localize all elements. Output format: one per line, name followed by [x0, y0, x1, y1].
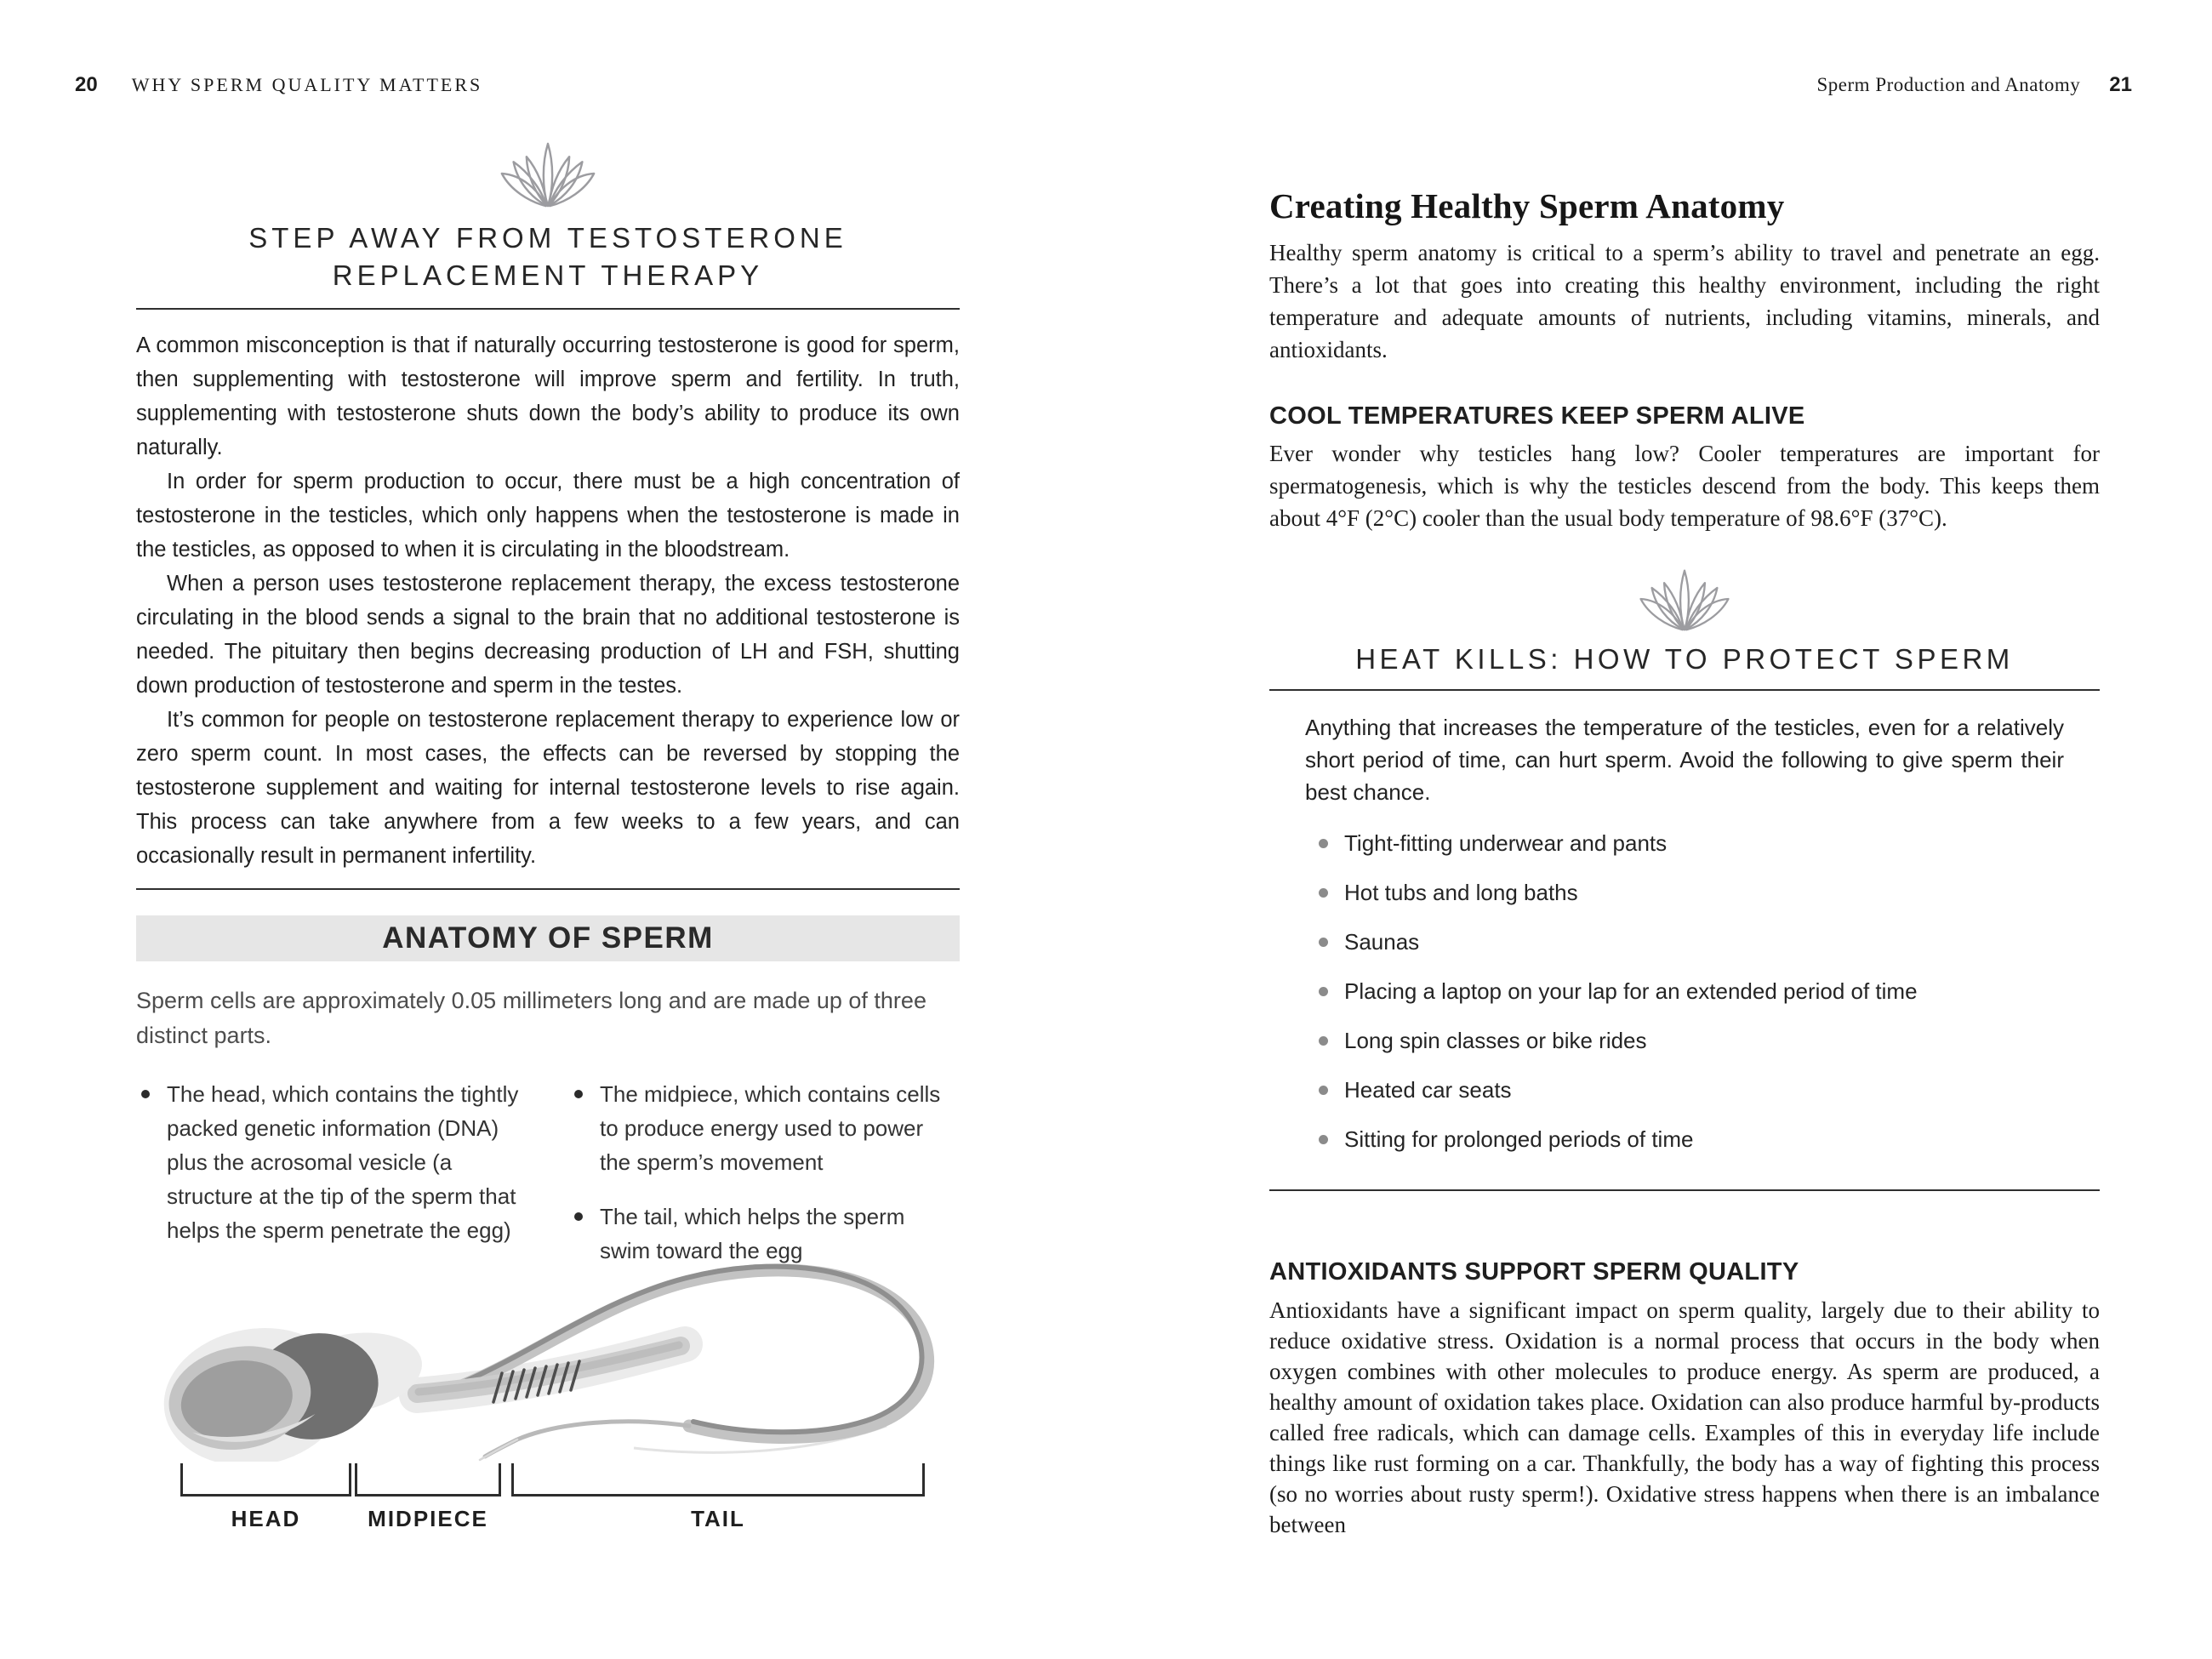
- heat-box-title: HEAT KILLS: HOW TO PROTECT SPERM: [1355, 643, 2014, 675]
- list-item: Sitting for prolonged periods of time: [1317, 1123, 2100, 1155]
- lotus-icon: [1635, 563, 1734, 635]
- right-page-column: [1269, 185, 2100, 1540]
- feature-box-testosterone: [136, 136, 960, 890]
- label-midpiece: MIDPIECE: [368, 1506, 488, 1531]
- section-heading: Creating Healthy Sperm Anatomy: [1269, 186, 1785, 225]
- heat-box-list: [1269, 827, 2100, 1155]
- divider: [136, 888, 960, 890]
- list-item: The head, which contains the tightly packed genetic information (DNA) plus the acrosomal vesicle (a structure at the tip of the sperm that helps the sperm penetrate the egg): [136, 1077, 527, 1247]
- list-item: Heated car seats: [1317, 1074, 2100, 1106]
- anatomy-intro: Sperm cells are approximately 0.05 millimeters long and are made up of three distinct parts.: [136, 988, 926, 1048]
- running-header-left: [75, 73, 482, 97]
- subsection-body-cool: Ever wonder why testicles hang low? Cooler temperatures are important for spermatogenesis, which is why the testicles descend from the body. This keeps them about 4°F (2°C) cooler than the usual body temperature of 98.6°F (37°C).: [1269, 441, 2100, 531]
- list-item: The midpiece, which contains cells to produce energy used to power the sperm’s movement: [569, 1077, 960, 1179]
- anatomy-banner: ANATOMY OF SPERM: [136, 915, 960, 961]
- paragraph: It’s common for people on testosterone replacement therapy to experience low or zero sperm count. In most cases, the effects can be reversed by stopping the testosterone supplement and waiting for internal testosterone levels to rise again. This process can take anywhere from a few weeks to a few years, and can occasionally result in permanent infertility.: [136, 708, 960, 868]
- section-intro: Healthy sperm anatomy is critical to a sperm’s ability to travel and penetrate an egg. There’s a lot that goes into creating this healthy environment, including the right temperature and adequate amounts of nutrients, including vitamins, minerals, and antioxidants.: [1269, 240, 2100, 362]
- anatomy-column-1: [136, 1077, 527, 1268]
- divider: [1269, 689, 2100, 691]
- list-item: Saunas: [1317, 926, 2100, 958]
- anatomy-section: [136, 915, 960, 1268]
- lotus-icon: [496, 136, 600, 211]
- paragraph: In order for sperm production to occur, there must be a high concentration of testosterone in the testicles, which only happens when the testosterone is made in the testicles, as opposed to when it is circulating in the bloodstream.: [136, 470, 960, 562]
- list-item: Long spin classes or bike rides: [1317, 1024, 2100, 1057]
- feature-title-line2: REPLACEMENT THERAPY: [332, 259, 764, 291]
- divider: [1269, 1189, 2100, 1191]
- anatomy-column-2: [569, 1077, 960, 1268]
- anatomy-columns: [136, 1077, 960, 1268]
- bracket-midpiece: [355, 1463, 501, 1497]
- subsection-heading-antioxidants: ANTIOXIDANTS SUPPORT SPERM QUALITY: [1269, 1258, 1799, 1286]
- list-item: The tail, which helps the sperm swim toward the egg: [569, 1200, 960, 1268]
- running-header-right: [1269, 73, 2132, 97]
- feature-title: [136, 219, 960, 294]
- label-tail: TAIL: [691, 1506, 745, 1531]
- divider: [136, 308, 960, 310]
- heat-box-intro: Anything that increases the temperature of the testicles, even for a relatively short period of time, can hurt sperm. Avoid the following to give sperm their best chance.: [1305, 715, 2064, 805]
- page-number-right: 21: [2109, 73, 2132, 96]
- list-item: Tight-fitting underwear and pants: [1317, 827, 2100, 859]
- paragraph: When a person uses testosterone replacement therapy, the excess testosterone circulating in the blood sends a signal to the brain that no additional testosterone is needed. The pituitary then begins decreasing production of LH and FSH, shutting down production of testosterone and sperm in the testes.: [136, 572, 960, 698]
- page-number-left: 20: [75, 73, 98, 96]
- running-title-right: Sperm Production and Anatomy: [1816, 74, 2081, 95]
- feature-body: [136, 328, 960, 873]
- bracket-head: [180, 1463, 351, 1497]
- running-title-left: WHY SPERM QUALITY MATTERS: [131, 74, 483, 95]
- subsection-body-antioxidants: Antioxidants have a significant impact on sperm quality, largely due to their ability to reduce oxidative stress. Oxidation is a normal process that occurs in the body when oxygen combines with other molecules to produce energy. As sperm are produced, a healthy amount of oxidation takes place. Oxidation can also produce harmful by-products called free radicals, which can damage cells. Examples of this in everyday life include things like rust forming on a car. Thankfully, the body has a way of fighting this process (so no worries about rusty sperm!). Oxidative stress happens when there is an imbalance between: [1269, 1297, 2100, 1537]
- bracket-tail: [511, 1463, 925, 1497]
- sperm-illustration: [136, 1244, 960, 1462]
- subsection-heading-cool: COOL TEMPERATURES KEEP SPERM ALIVE: [1269, 402, 1805, 430]
- heat-box: [1269, 563, 2100, 1191]
- sperm-diagram: [136, 1244, 960, 1542]
- feature-title-line1: STEP AWAY FROM TESTOSTERONE: [248, 222, 847, 254]
- list-item: Placing a laptop on your lap for an extended period of time: [1317, 975, 2100, 1007]
- list-item: Hot tubs and long baths: [1317, 876, 2100, 909]
- paragraph: A common misconception is that if naturally occurring testosterone is good for sperm, then supplementing with testosterone will improve sperm and fertility. In truth, supplementing with testosterone shuts down the body’s ability to produce its own naturally.: [136, 334, 960, 459]
- label-head: HEAD: [231, 1506, 301, 1531]
